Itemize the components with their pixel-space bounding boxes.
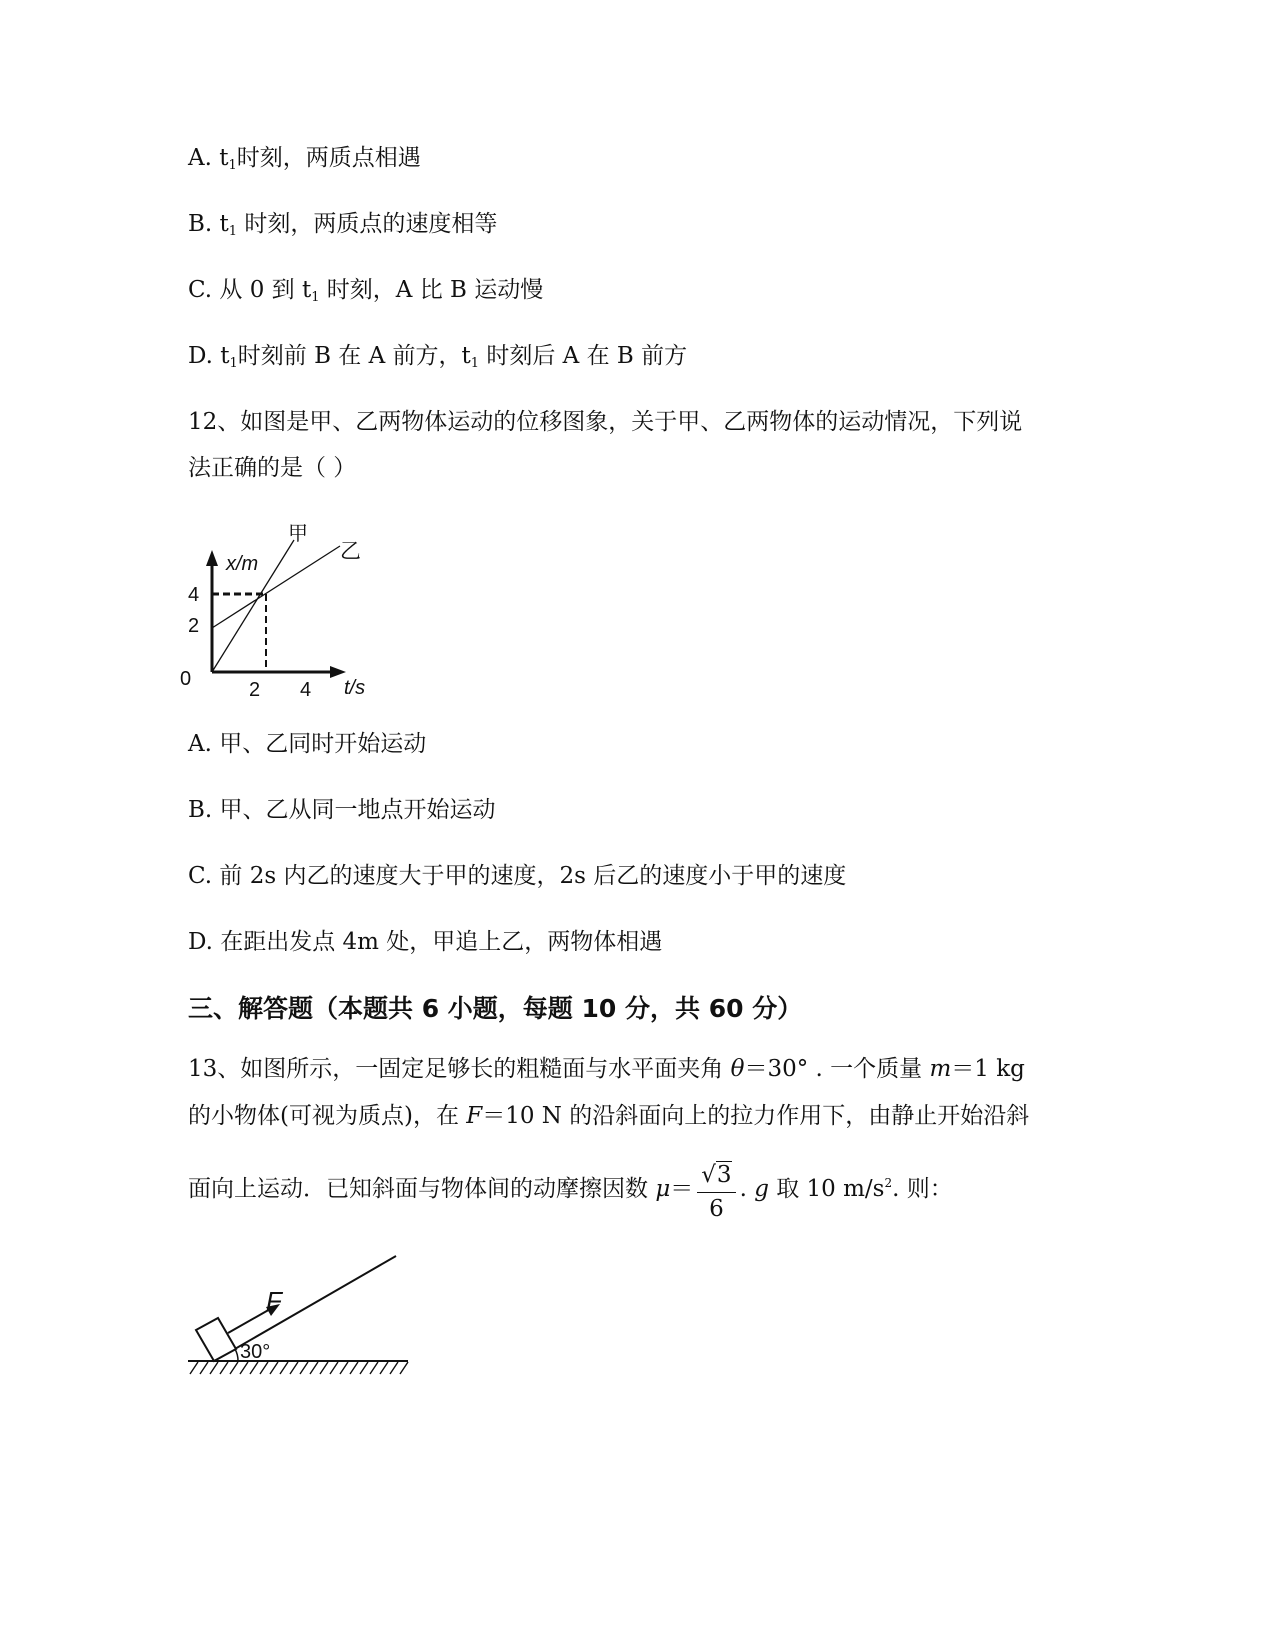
x-axis-label: t/s (344, 677, 366, 699)
q12-option-d: D. 在距出发点 4m 处，甲追上乙，两物体相遇 (188, 929, 663, 955)
q11-option-b (188, 209, 497, 247)
q13-line1-text-a: 13、如图所示，一固定足够长的粗糙面与水平面夹角 (188, 1056, 731, 1082)
g-symbol: g (754, 1176, 769, 1202)
q11-option-b-prefix: B. t (188, 211, 229, 237)
section-heading: 三、解答题（本题共 6 小题，每题 10 分，共 60 分） (188, 994, 803, 1023)
q12-option-b: B. 甲、乙从同一地点开始运动 (188, 797, 496, 823)
ground-hatching (190, 1362, 408, 1374)
x-tick-4: 4 (300, 679, 312, 701)
q13-line1 (188, 1054, 1025, 1084)
y-tick-4: 4 (188, 584, 200, 606)
q13-line3 (188, 1148, 953, 1224)
angle-arc (235, 1349, 238, 1361)
q13-line2-text-b: ＝10 N 的沿斜面向上的拉力作用下，由静止开始沿斜 (482, 1103, 1030, 1129)
q11-option-d-text: 时刻后 A 在 B 前方 (479, 343, 688, 369)
y-axis-label: x/m (226, 553, 259, 575)
mass-symbol: m (929, 1056, 952, 1082)
q13-incline-diagram (180, 1250, 420, 1390)
q13-line1-text-b: ＝30° . 一个质量 (744, 1056, 930, 1082)
q13-line3-text-d: . 则： (892, 1176, 953, 1202)
q12-option-c: C. 前 2s 内乙的速度大于甲的速度，2s 后乙的速度小于甲的速度 (188, 863, 847, 889)
origin-label: 0 (180, 668, 192, 690)
sqrt-icon: √ (701, 1161, 716, 1188)
q11-option-a-prefix: A. t (188, 145, 229, 171)
q13-line2-text-a: 的小物体(可视为质点)，在 (188, 1103, 467, 1129)
q12-option-a: A. 甲、乙同时开始运动 (188, 731, 427, 757)
q11-option-c-text: 时刻，A 比 B 运动慢 (319, 277, 544, 303)
x-tick-2: 2 (249, 679, 261, 701)
mu-fraction (697, 1160, 735, 1225)
y-tick-2: 2 (188, 615, 200, 637)
label-yi: 乙 (340, 540, 361, 563)
q11-option-d-prefix: D. t (188, 343, 230, 369)
q11-option-d (188, 341, 687, 379)
subscript: 1 (228, 158, 237, 173)
fraction-denominator: 6 (709, 1195, 724, 1222)
subscript: 1 (228, 224, 238, 239)
force-label: F (266, 1286, 282, 1316)
q12-position-time-graph (180, 520, 400, 710)
subscript: 1 (470, 356, 480, 371)
subscript: 1 (229, 356, 238, 371)
q11-option-c-prefix: C. 从 0 到 t (188, 277, 312, 303)
q13-line3-text-a: 面向上运动．已知斜面与物体间的动摩擦因数 (188, 1176, 656, 1202)
q13-line1-text-c: ＝1 kg (951, 1056, 1025, 1082)
force-symbol: F (466, 1103, 483, 1129)
block (196, 1318, 236, 1361)
q13-line3-text-b: . (739, 1176, 755, 1202)
q11-option-b-text: 时刻，两质点的速度相等 (237, 211, 498, 237)
angle-label: 30° (240, 1341, 271, 1363)
fraction-numerator (697, 1160, 735, 1193)
q11-option-a-text: 时刻，两质点相遇 (236, 145, 421, 171)
equals-sign: ＝ (670, 1176, 694, 1202)
y-axis-arrow (206, 550, 218, 566)
radicand: 3 (716, 1161, 732, 1188)
q12-stem-line1: 12、如图是甲、乙两物体运动的位移图象，关于甲、乙两物体的运动情况，下列说 (188, 409, 1023, 435)
subscript: 1 (311, 290, 320, 305)
label-jia: 甲 (288, 523, 308, 545)
theta-symbol: θ (730, 1056, 745, 1082)
q11-option-a (188, 143, 421, 181)
q11-option-c (188, 275, 543, 313)
q11-option-d-mid: 时刻前 B 在 A 前方，t (237, 343, 471, 369)
mu-symbol: μ (655, 1176, 671, 1202)
q13-line3-text-c: 取 10 m/s (768, 1176, 885, 1202)
q13-line2 (188, 1101, 1029, 1131)
q12-stem-line2: 法正确的是（ ） (188, 455, 357, 481)
superscript: 2 (884, 1176, 893, 1190)
